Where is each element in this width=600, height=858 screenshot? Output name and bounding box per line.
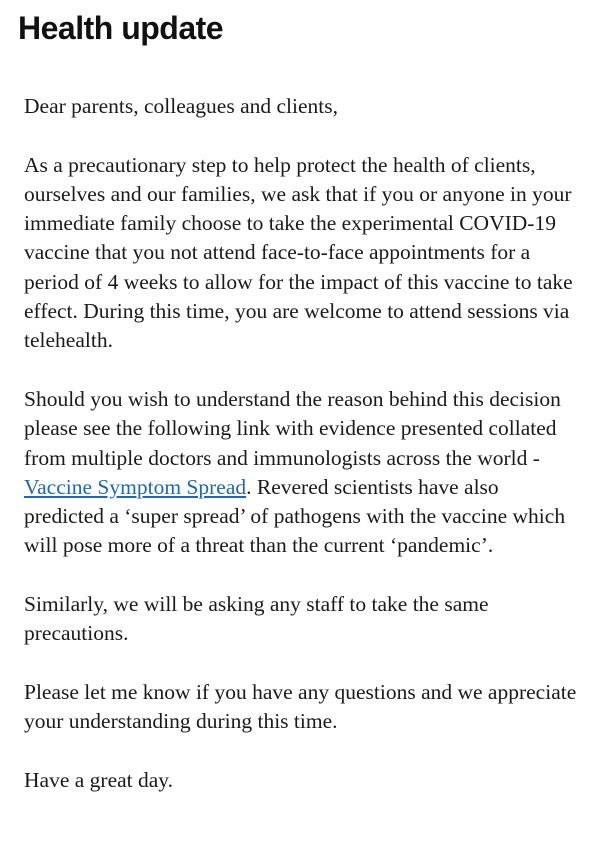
- paragraph-questions: Please let me know if you have any questions and we appreciate your understanding during this time.: [24, 679, 577, 734]
- letter-body: [24, 92, 580, 824]
- paragraph-evidence: [24, 385, 580, 561]
- paragraph-precaution: As a precautionary step to help protect the health of clients, ourselves and our families, we ask that if you or anyone in your immediate family choose to take the experimental COVID-19 vaccine that you not attend face-to-face appointments for a period of 4 weeks to allow for the impact of this vaccine to take effect. During this time, you are welcome to attend sessions via telehealth.: [24, 152, 573, 353]
- salutation: Dear parents, colleagues and clients,: [24, 94, 339, 118]
- paragraph-evidence-intro: Should you wish to understand the reason behind this decision please see the following link with evidence presented collated from multiple doctors and immunologists across the world -: [24, 386, 561, 470]
- closing: Have a great day.: [24, 767, 174, 792]
- paragraph-evidence-rest: . Revered scientists have also predicted a ‘super spread’ of pathogens with the vaccine which will pose more of a threat than the current ‘pandemic’.: [24, 474, 566, 558]
- page-title: Health update: [18, 10, 224, 46]
- vaccine-symptom-spread-link[interactable]: Vaccine Symptom Spread: [24, 474, 247, 499]
- paragraph-staff: Similarly, we will be asking any staff to take the same precautions.: [24, 592, 489, 646]
